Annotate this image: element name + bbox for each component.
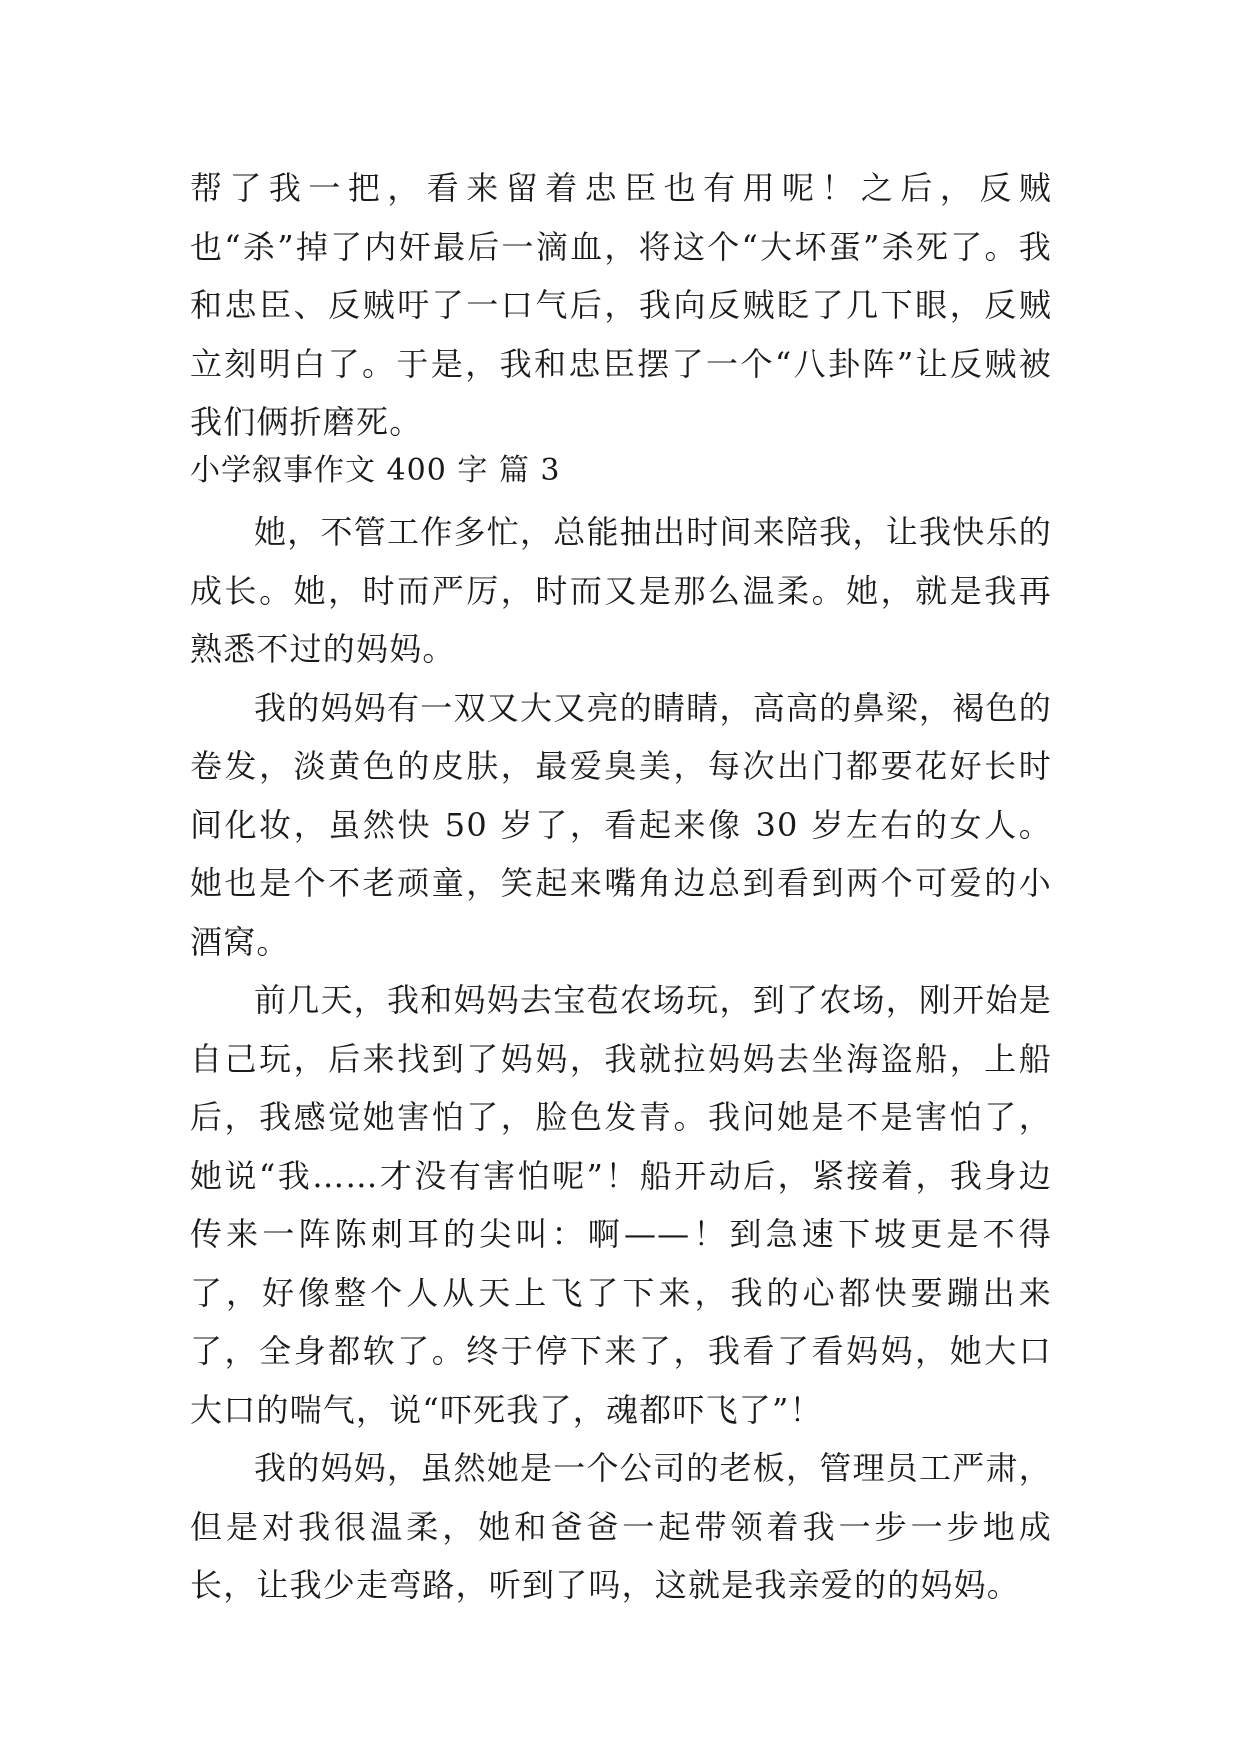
section-heading: 小学叙事作文 400 字 篇 3 bbox=[190, 453, 561, 488]
previous-section-text bbox=[190, 159, 1052, 452]
paragraph: 她，不管工作多忙，总能抽出时间来陪我，让我快乐的成长。她，时而严厉，时而又是那么温柔。她，就是我再熟悉不过的妈妈。 bbox=[190, 513, 1052, 668]
paragraph: 我的妈妈有一双又大又亮的睛睛，高高的鼻梁，褐色的卷发，淡黄色的皮肤，最爱臭美，每次出门都要花好长时间化妆，虽然快 50 岁了，看起来像 30 岁左右的女人。她也是个不老顽童，笑起来嘴角边总到看到两个可爱的小酒窝。 bbox=[190, 688, 1052, 961]
paragraph: 前几天，我和妈妈去宝苞农场玩，到了农场，刚开始是自己玩，后来找到了妈妈，我就拉妈妈去坐海盗船，上船后，我感觉她害怕了，脸色发青。我问她是不是害怕了，她说“我……才没有害怕呢”！船开动后，紧接着，我身边传来一阵陈刺耳的尖叫：啊——！到急速下坡更是不得了，好像整个人从天上飞了下来，我的心都快要蹦出来了，全身都软了。终于停下来了，我看了看妈妈，她大口大口的喘气，说“吓死我了，魂都吓飞了”！ bbox=[190, 981, 1052, 1429]
paragraph: 我的妈妈，虽然她是一个公司的老板，管理员工严肃，但是对我很温柔，她和爸爸一起带领着我一步一步地成长，让我少走弯路，听到了吗，这就是我亲爱的的妈妈。 bbox=[190, 1449, 1052, 1604]
section-body bbox=[190, 503, 1052, 1615]
paragraph: 帮了我一把，看来留着忠臣也有用呢！之后，反贼也“杀”掉了内奸最后一滴血，将这个“大坏蛋”杀死了。我和忠臣、反贼吁了一口气后，我向反贼眨了几下眼，反贼立刻明白了。于是，我和忠臣摆了一个“八卦阵”让反贼被我们俩折磨死。 bbox=[190, 169, 1052, 441]
